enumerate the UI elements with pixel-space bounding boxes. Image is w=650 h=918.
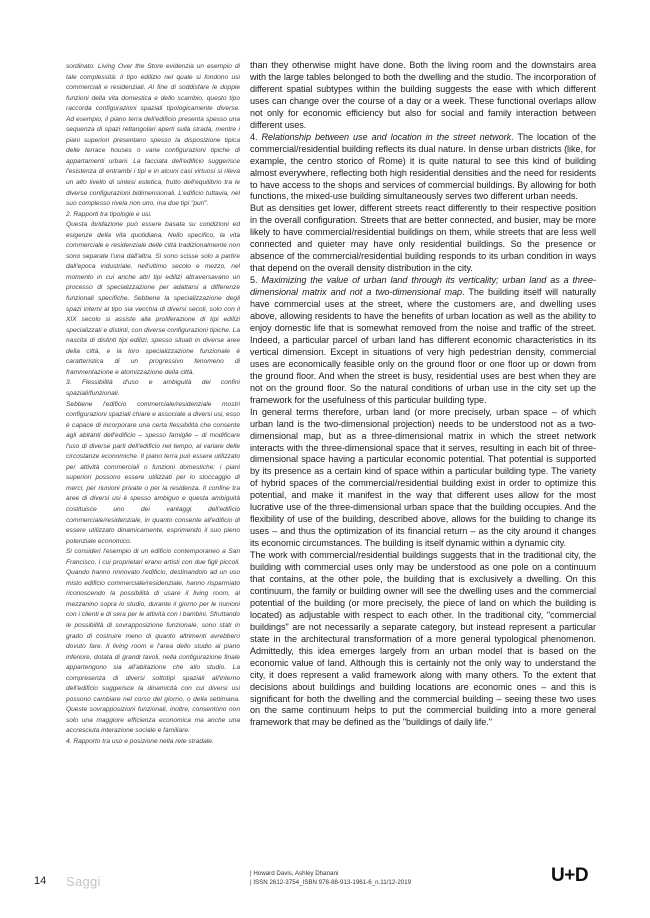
italian-paragraph: Sebbene l'edificio commerciale/residenziale mostri configurazioni spaziali chiare e associate a diversi usi, esso è capace di incorporare una certa flessibilità che consente agli abitanti dell'edificio – spesso famiglie – di modificare l'uso di diverse parti dell'edificio nel tempo, al variare delle circostanze economiche. Il piano terra può essere utilizzato per attività commerciali o funzioni domestiche; i piani superiori possono essere utilizzati per lo stoccaggio di merci, per riunioni private o per la residenza. Il confine tra aree di diversi usi è spesso ambiguo e questa ambiguità costituisce uno dei vantaggi dell'edificio commerciale/residenziale, in quanto consente all'edificio di essere utilizzato dinamicamente, esprimendo il suo pieno potenziale economico. xyxy=(66,400,240,545)
body-paragraph-verticality xyxy=(250,275,596,406)
footer-citation xyxy=(250,869,550,887)
body-paragraph: The work with commercial/residential buildings suggests that in the traditional city, the building with commercial uses only may be understood as one pole on a continuum that contains, at the other pole, the building that is exclusively a dwelling. On this continuum, the family or building owner will see the dwelling uses and the commercial potential of the building (or more precisely, the piece of land on which the building is located) as adjustable with respect to each other. In the traditional city, "commercial buildings" are not necessarily a separate category, but instead represent a particular state in the architectural transformation of a more general typological phenomenon. Admittedly, this idea emerges largely from an urban model that is based on the economic value of land. Although this is certainly not the only way to understand the city, it does represent a valid framework along with many others. To the extent that decisions about buildings and building locations are economic ones – and this is significant for both the dwelling and the commercial building – seeing these two uses on the same continuum helps to put the commercial building into a more general framework that may be defined as the "buildings of daily life." xyxy=(250,550,596,728)
italian-paragraph: sordinato. Living Over the Store evidenzia un esempio di tale complessità: il tipo edilizio nel quale si fondono usi commerciali e residenziali. Al fine di soddisfare le doppie funzioni della vita domestica e dello scambio, questo tipo raccorda configurazioni spaziali tipologicamente diverse. Ad esempio, il piano terra dell'edificio presenta spesso una sequenza di spazi rettangolari aperti sulla strada, mentre i piani superiori presentano spesso la disposizione tipica delle terrace houses o varie configurazioni tipiche di appartamenti urbani. La facciata dell'edificio suggerisce l'esistenza di entrambi i tipi e in alcuni casi virtuosi si rileva un alto livello di sintesi estetica, frutto dell'equilibrio tra le diverse configurazioni bidimensionali. L'edificio tuttavia, nel suo complesso rivela non uno, ma due tipi "puri". xyxy=(66,63,240,208)
italian-heading: 4. Rapporto tra uso e posizione nella rete stradale. xyxy=(66,738,214,745)
italian-paragraph: Si consideri l'esempio di un edificio contemporaneo a San Francisco, i cui proprietari erano artisti con due figli piccoli. Quando hanno rinnovato l'edificio, destinandolo ad un uso misto edificio commerciale/residenziale, hanno risparmiato riconoscendo la possibilità di usare il living room, al mezzanino sopra lo studio, durante il giorno per le riunioni con i clienti e di sera per le attività con i bambini. Sfruttando le possibilità di sovrapposizione funzionale, sono stati in grado di costruire meno di quanto altrimenti avrebbero dovuto fare. Il living room e l'area dello studio al piano inferiore, dotata di grandi tavoli, nella configurazione finale appartengono sia all'abitazione che allo studio. La compresenza di diversi sottotipi spaziali all'interno dell'edificio suggerisce la dinamicità con cui diversi usi possono cambiare nel corso del giorno, o della settimana. Queste sovrapposizioni funzionali, inoltre, consentono non solo una maggiore efficienza economica ma anche una accresciuta interazione sociale e familiare. xyxy=(66,548,240,735)
section-text: . The building itself will naturally have commercial uses at the street, where the customers are, and dwelling uses above, allowing residents to have the benefits of urban location as well as the ability to enjoy domestic life that is somewhat removed from the noise and traffic of the street. Indeed, a particular parcel of urban land has different economic characteristics in its vertical dimension. Except in situations of very high pedestrian density, commercial uses are economically feasible only on the ground floor or one floor up or down from the ground floor. And when the street is busy, residential uses are best when they are not on the ground floor. So the natural conditions of urban use in the city set up the framework for the usefulness of this particular building type. xyxy=(250,287,597,405)
footer-issn: | ISSN 2612-3754_ISBN 978-88-913-1961-6_n.11/12-2019 xyxy=(250,879,412,886)
page-number: 14 xyxy=(34,875,47,887)
section-heading-italic: Relationship between use and location in the street network xyxy=(261,131,512,142)
italian-heading: 2. Rapporti tra tipologie e usi. xyxy=(66,210,152,218)
section-text: . The location of the commercial/residential building reflects its dual nature. In dense urban districts (like, for example, the centro storico of Rome) it is quite natural to see this kind of building almost everywhere, reflecting both high residential densities and the need for residents to have access to the shops and services of commercial buildings. By allowing for both functions, the mixed-use building simultaneously serves two different urban needs. xyxy=(250,131,596,202)
section-number: 4. xyxy=(250,131,262,142)
section-number: 5. xyxy=(250,275,262,286)
italian-translation-column xyxy=(66,62,240,748)
footer-authors: | Howard Davis, Ashley Dhanani xyxy=(250,870,339,877)
journal-logo: U+D xyxy=(551,865,589,886)
body-paragraph: than they otherwise might have done. Both the living room and the downstairs area with the large tables belonged to both the dwelling and the studio. The incorporation of different spatial subtypes within the building suggests the ease with which different uses can change over the course of a day or a week. These functional overlaps allow not only for economic efficiency but also for social and family interaction between different uses. xyxy=(250,60,596,130)
english-body-column xyxy=(250,60,596,729)
italian-paragraph: Questa ibridazione può essere basata su condizioni ed esigenze della vita quotidiana. Nello specifico, la vita commerciale e residenziale delle città tradizionalmente non sono separate l'una dall'altra. Si sono scisse solo a partire dall'epoca industriale, nell'ultimo secolo e mezzo, nel momento in cui anche altri tipi edilizi attraversavano un processo di specializzazione per adattarsi a differenze funzionali specifiche. Sebbene la specializzazione degli spazi interni al tipo sia vecchia di diversi secoli, solo con il XIX secolo si assiste alla proliferazione di tipi edilizi specializzati e distinti, con diverse configurazioni tipiche. La nascita di distinti tipi edilizi, spesso situati in diverse aree della città, e la loro specializzazione funzionale è caratteristica di un progressivo fenomeno di frammentazione e atomizzazione della città. xyxy=(66,221,240,376)
body-paragraph-relationship xyxy=(250,132,596,204)
section-label: Saggi xyxy=(66,874,101,889)
section-heading-italic: Maximizing the value of urban land through its verticality; urban land as a three-dimensional matrix and not a two-dimensional map xyxy=(250,275,596,298)
body-paragraph: In general terms therefore, urban land (or more precisely, urban space – of which urban land is the two-dimensional projection) needs to be understood not as a two-dimensional map, but as a three-dimensional matrix in which the street network interacts with the three-dimensional space that it serves, resulting in each bit of three-dimensional space having a particular economic potential. That potential is supported by its presence as a certain kind of space within a particular building type. The variety of hybrid spaces of the commercial/residential building exist in order to optimize this potential, and make it manifest in the way that different uses allow for the most lucrative use of the three-dimensional urban space that the building occupies. And the flexibility of use of the building, described above, allows for the building to change its uses – and thus the optimization of its financial return – as the city around it changes its economic circumstances. The building is itself dynamic within a dynamic city. xyxy=(250,406,596,549)
italian-heading: 3. Flessibilità d'uso e ambiguità dei confini spaziali/funzionali. xyxy=(66,379,240,397)
body-paragraph: But as densities get lower, different streets react differently to their respective position in the overall configuration. Streets that are better connected, and busier, may be more likely to have commercial/residential buildings on them, while streets that are less well connected and quieter may have only residential buildings. So the presence or absence of the commercial/residential building responds to its urban condition in ways that depend on the overall density distribution in the city. xyxy=(250,203,596,274)
